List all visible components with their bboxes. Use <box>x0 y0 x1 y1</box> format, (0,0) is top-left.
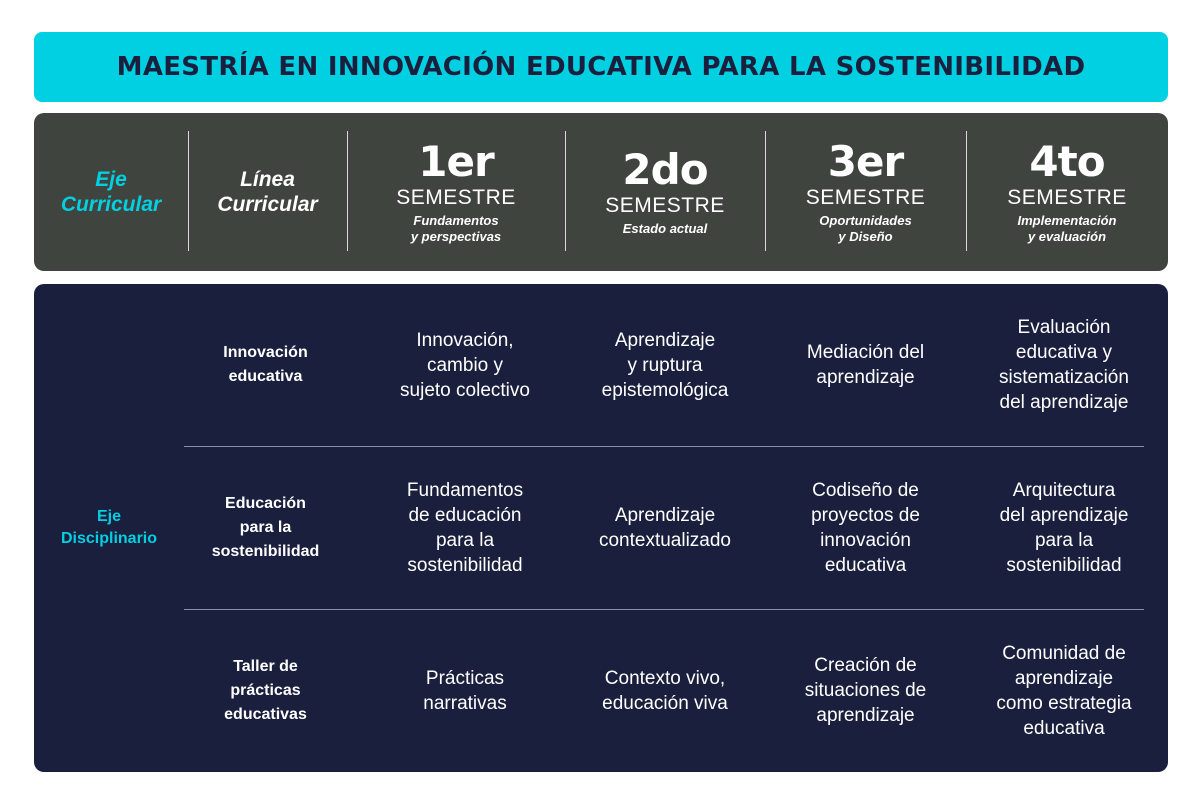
semester-subtitle-line: y Diseño <box>838 229 893 244</box>
semester-3-header <box>765 113 966 271</box>
course-line: Comunidad de <box>1002 642 1126 664</box>
course-line: proyectos de <box>811 504 920 526</box>
semester-subtitle-line: Implementación <box>1017 213 1117 228</box>
disciplinary-axis-line: Disciplinario <box>60 530 158 547</box>
course-line: y ruptura <box>627 354 703 376</box>
course-line: Evaluación <box>1017 317 1111 338</box>
course-line: epistemológica <box>601 379 729 401</box>
curriculum-body <box>34 284 1168 772</box>
course-cell <box>356 284 574 446</box>
row-label-line: prácticas <box>230 681 301 699</box>
course-line: sostenibilidad <box>407 554 523 576</box>
semester-subtitle-line: Fundamentos <box>413 213 499 228</box>
semester-word: SEMESTRE <box>605 194 725 217</box>
semester-word: SEMESTRE <box>805 186 926 209</box>
semester-number: 4to <box>1029 137 1105 186</box>
row-label-sostenibilidad <box>184 446 347 609</box>
disciplinary-axis-label <box>34 284 184 772</box>
course-line: Aprendizaje <box>614 329 716 351</box>
course-line: del aprendizaje <box>999 392 1129 413</box>
course-line: como estrategia <box>996 692 1132 714</box>
course-line: para la <box>1034 529 1094 551</box>
curricular-line-header <box>188 113 347 271</box>
header-row <box>34 113 1168 271</box>
course-cell <box>356 609 574 772</box>
curricular-line-line-1: Línea <box>240 168 295 191</box>
course-line: Arquitectura <box>1012 479 1116 501</box>
row-label-line: Innovación <box>223 344 308 361</box>
semester-subtitle-line: Oportunidades <box>819 213 912 228</box>
course-line: situaciones de <box>804 680 927 701</box>
course-line: del aprendizaje <box>999 504 1129 526</box>
course-line: educativa y <box>1015 342 1113 363</box>
course-line: educativa <box>824 554 907 576</box>
course-line: educativa <box>1023 717 1105 739</box>
course-line: aprendizaje <box>816 705 915 726</box>
course-cell <box>966 609 1162 772</box>
row-label-innovacion <box>184 284 347 446</box>
row-label-line: educativa <box>228 368 303 385</box>
course-cell <box>765 609 966 772</box>
semester-subtitle <box>411 213 501 245</box>
semester-number: 3er <box>827 137 904 186</box>
row-label-line: Taller de <box>233 657 298 675</box>
semester-number: 1er <box>418 137 494 186</box>
course-line: educación viva <box>602 692 728 714</box>
semester-subtitle <box>819 213 911 245</box>
course-line: sistematización <box>999 367 1129 388</box>
row-label-line: educativas <box>224 705 307 723</box>
semester-subtitle-line: y perspectivas <box>410 229 502 244</box>
course-cell <box>565 284 765 446</box>
semester-4-header <box>966 113 1168 271</box>
course-line: para la <box>435 529 495 551</box>
course-cell <box>356 446 574 609</box>
course-line: Innovación, <box>416 329 514 351</box>
row-label-line: para la <box>239 518 292 536</box>
semester-subtitle <box>1018 213 1117 245</box>
course-cell <box>765 284 966 446</box>
title-banner <box>34 32 1168 102</box>
course-line: Mediación del <box>806 342 925 363</box>
semester-word: SEMESTRE <box>396 186 516 209</box>
semester-subtitle <box>623 221 708 237</box>
page-title: MAESTRÍA EN INNOVACIÓN EDUCATIVA PARA LA SOSTENIBILIDAD <box>116 52 1086 82</box>
disciplinary-axis-line: Eje <box>96 508 121 525</box>
course-cell <box>966 446 1162 609</box>
semester-word: SEMESTRE <box>1007 186 1127 209</box>
curricular-axis-line-1: Eje <box>95 168 127 191</box>
semester-1-header <box>347 113 565 271</box>
semester-2-header <box>565 113 765 271</box>
course-line: narrativas <box>423 692 507 714</box>
course-line: innovación <box>820 529 911 551</box>
row-label-taller <box>184 609 347 772</box>
row-label-line: Educación <box>225 494 306 512</box>
course-line: Creación de <box>814 655 917 676</box>
semester-number: 2do <box>622 145 708 194</box>
course-line: de educación <box>408 504 522 526</box>
course-line: aprendizaje <box>816 367 915 388</box>
curricular-axis-line-2: Curricular <box>60 193 162 216</box>
semester-subtitle-line: Estado actual <box>622 221 708 236</box>
curricular-axis-header <box>34 113 188 271</box>
course-line: sujeto colectivo <box>400 379 530 401</box>
row-label-line: sostenibilidad <box>211 542 320 560</box>
course-line: Prácticas <box>425 667 505 689</box>
course-cell <box>966 284 1162 446</box>
course-line: aprendizaje <box>1014 667 1114 689</box>
course-cell <box>565 446 765 609</box>
course-line: Fundamentos <box>406 479 524 501</box>
course-cell <box>565 609 765 772</box>
curricular-line-line-2: Curricular <box>217 193 318 216</box>
course-line: sostenibilidad <box>1006 554 1122 576</box>
course-line: contextualizado <box>598 529 732 551</box>
course-cell <box>765 446 966 609</box>
course-line: Contexto vivo, <box>604 667 726 689</box>
course-line: cambio y <box>426 354 504 376</box>
course-line: Aprendizaje <box>614 504 716 526</box>
semester-subtitle-line: y evaluación <box>1027 229 1107 244</box>
course-line: Codiseño de <box>812 479 919 501</box>
